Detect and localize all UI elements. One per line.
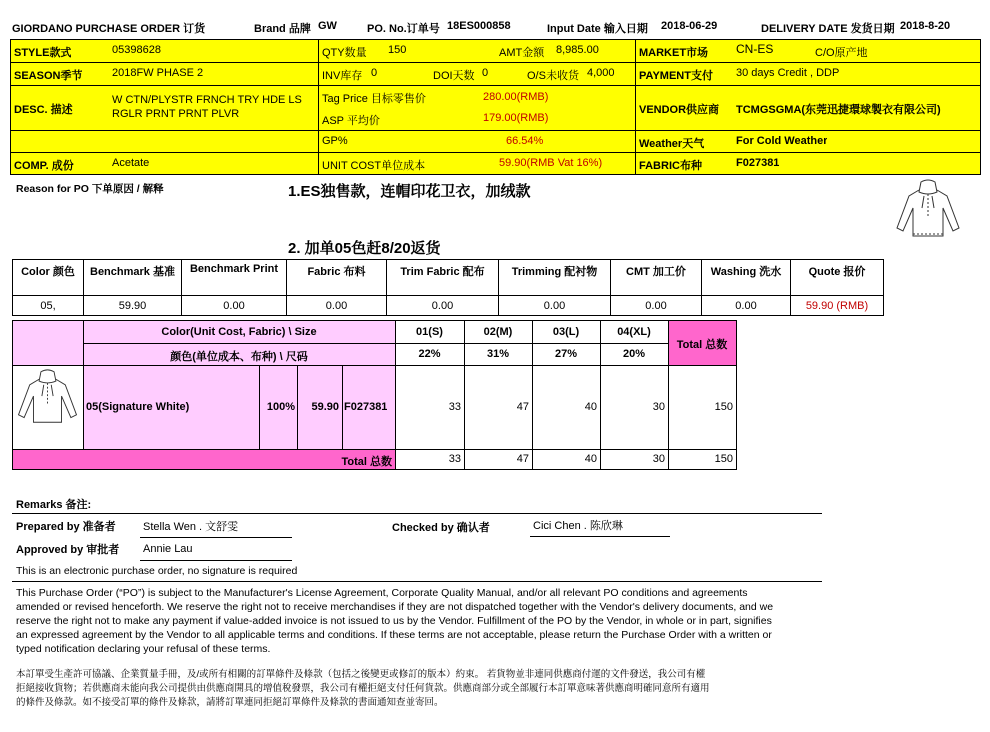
size-label: 02(M) (483, 326, 513, 338)
tag-price-value: 280.00(RMB) (483, 91, 549, 103)
electronic-note: This is an electronic purchase order, no signature is required (16, 565, 298, 577)
col-cmt: CMT 加工价 (611, 260, 702, 296)
comp-label: COMP. 成份 (14, 160, 74, 172)
po-title: GIORDANO PURCHASE ORDER 订货 (12, 23, 206, 35)
cost-cell: 0.00 (387, 296, 499, 316)
vendor-value: TCMGSGMA(东莞迅捷環球製衣有限公司) (736, 104, 941, 116)
col-benchmark-print: Benchmark Print (182, 260, 287, 296)
desc-label: DESC. 描述 (14, 104, 73, 116)
weather-label: Weather天气 (639, 138, 705, 150)
size-ratio: 27% (554, 348, 578, 360)
comp-value: Acetate (112, 157, 150, 169)
sum-total-cell: 150 (714, 453, 733, 465)
size-title-cn: 颜色(单位成本、布种) \ 尺码 (170, 351, 308, 363)
brand-value: GW (318, 20, 337, 32)
po-number-label: PO. No.订单号 (367, 23, 440, 35)
sum-label: Total 总数 (341, 456, 392, 468)
cost-cell: 0.00 (182, 296, 287, 316)
amt-label: AMT金额 (499, 47, 545, 59)
desc-line-2: RGLR PRNT PRNT PLVR (112, 108, 240, 120)
hoodie-sketch-icon (893, 178, 963, 240)
terms-line: 的條件及條款。如不接受訂單的條件及條款，請將訂單連同拒絕訂單條件及條款的書面通知查並寄回。 (16, 697, 444, 708)
checked-label: Checked by 确认者 (392, 522, 490, 534)
cost-cell: 0.00 (287, 296, 387, 316)
amt-value: 8,985.00 (556, 44, 599, 56)
gp-value: 66.54% (506, 135, 544, 147)
po-number-value: 18ES000858 (447, 20, 511, 32)
qty-total-cell: 150 (714, 401, 733, 413)
qty-cell: 30 (652, 401, 665, 413)
cost-cell: 59.90 (84, 296, 182, 316)
input-date-label: Input Date 输入日期 (547, 23, 648, 35)
color-cost: 59.90 (311, 401, 339, 413)
cost-cell: 0.00 (499, 296, 611, 316)
approved-value: Annie Lau (143, 543, 193, 555)
size-ratio: 22% (418, 348, 441, 360)
size-ratio: 20% (622, 348, 646, 360)
sum-cell: 40 (584, 453, 597, 465)
vendor-label: VENDOR供应商 (639, 104, 720, 116)
inv-value: 0 (371, 67, 378, 79)
prepared-label: Prepared by 准备者 (16, 521, 116, 533)
doi-value: 0 (482, 67, 489, 79)
inv-label: INV库存 (322, 70, 363, 82)
season-label: SEASON季节 (14, 70, 83, 82)
col-quote: Quote 报价 (791, 260, 884, 296)
qty-label: QTY数量 (322, 47, 367, 59)
unit-cost-label: UNIT COST单位成本 (322, 160, 426, 172)
market-label: MARKET市场 (639, 47, 709, 59)
color-pct: 100% (266, 401, 295, 413)
market-value: CN-ES (736, 42, 774, 56)
payment-label: PAYMENT支付 (639, 70, 713, 82)
color-name: 05(Signature White) (86, 401, 190, 413)
doi-label: DOI天数 (433, 70, 475, 82)
desc-line-1: W CTN/PLYSTR FRNCH TRY HDE LS (112, 94, 302, 106)
size-total-header: Total 总数 (676, 339, 728, 351)
hoodie-sketch-icon (13, 368, 82, 426)
col-trimming: Trimming 配衬物 (499, 260, 611, 296)
terms-line: This Purchase Order (“PO”) is subject to the Manufacturer's License Agreement, Corporate Quality Manual, and/or all relevant PO conditions and agreements (16, 587, 748, 599)
qty-cell: 47 (516, 401, 529, 413)
approved-label: Approved by 审批者 (16, 544, 120, 556)
qty-cell: 40 (584, 401, 597, 413)
terms-line: typed notification declaring your refusal of these terms. (16, 643, 271, 655)
sum-cell: 30 (652, 453, 665, 465)
input-date-value: 2018-06-29 (661, 20, 718, 32)
cost-cell: 0.00 (611, 296, 702, 316)
fabric-label: FABRIC布种 (639, 160, 702, 172)
size-label: 01(S) (416, 326, 443, 338)
os-label: O/S未收货 (527, 70, 579, 82)
brand-label: Brand 品牌 (254, 23, 311, 35)
size-title-en: Color(Unit Cost, Fabric) \ Size (161, 326, 317, 338)
quote-cell: 59.90 (RMB) (791, 296, 884, 316)
col-color: Color 颜色 (13, 260, 84, 296)
col-benchmark: Benchmark 基准 (84, 260, 182, 296)
col-washing: Washing 洗水 (702, 260, 791, 296)
terms-line: an expressed agreement by the Vendor to all applicable terms and conditions. If these terms are not acceptable, please return the Purchase Order with a written or (16, 629, 772, 641)
tag-price-label: Tag Price 目标零售价 (322, 93, 426, 105)
size-ratio: 31% (486, 348, 510, 360)
sum-cell: 47 (516, 453, 529, 465)
payment-value: 30 days Credit , DDP (736, 67, 840, 79)
cost-cell: 05, (13, 296, 84, 316)
weather-value: For Cold Weather (736, 135, 828, 147)
terms-line: reserve the right not to make any payment if value-added invoice is not issued to us by the Vendor. Fulfillment of the PO by the Vendor, in whole or in part, signifies (16, 615, 772, 627)
reason-line-1: 1.ES独售款，连帽印花卫衣，加绒款 (288, 183, 531, 200)
checked-value: Cici Chen . 陈欣琳 (533, 520, 623, 532)
reason-line-2: 2. 加单05色赶8/20返货 (288, 240, 441, 257)
terms-line: 本訂單受生產許可協議、企業質量手冊，及/或所有相關的訂單條件及條款（包括之後變更或修訂的版本）約束。 若貨物並非連同供應商付運的文件發送，我公司有權 (16, 669, 706, 680)
co-label: C/O原产地 (815, 47, 868, 59)
prepared-value: Stella Wen . 文舒雯 (143, 521, 239, 533)
delivery-date-value: 2018-8-20 (900, 20, 951, 32)
terms-line: 拒絕接收貨物；若供應商未能向我公司提供由供應商開具的增值稅發票，我公司有權拒絕支付任何貨款。供應商部分或全部履行本訂單意味著供應商明確同意所有適用 (16, 683, 710, 694)
col-trim-fabric: Trim Fabric 配布 (387, 260, 499, 296)
asp-label: ASP 平均价 (322, 115, 380, 127)
remarks-label: Remarks 备注: (16, 499, 92, 511)
style-label: STYLE款式 (14, 47, 72, 59)
qty-cell: 33 (448, 401, 461, 413)
terms-line: amended or revised henceforth. We reserve the right not to receive merchandises if they are not dispatched together with the Vendor's delivery documents, and we (16, 601, 774, 613)
fabric-value: F027381 (736, 157, 780, 169)
size-label: 04(XL) (617, 326, 651, 338)
cost-cell: 0.00 (702, 296, 791, 316)
cost-breakdown-table (12, 259, 884, 316)
gp-label: GP% (322, 135, 348, 147)
color-fabric: F027381 (344, 401, 388, 413)
sum-cell: 33 (448, 453, 461, 465)
delivery-date-label: DELIVERY DATE 发货日期 (761, 23, 895, 35)
style-value: 05398628 (112, 44, 161, 56)
os-value: 4,000 (587, 67, 615, 79)
asp-value: 179.00(RMB) (483, 112, 549, 124)
qty-value: 150 (388, 44, 407, 56)
col-fabric: Fabric 布料 (287, 260, 387, 296)
unit-cost-value: 59.90(RMB Vat 16%) (499, 157, 603, 169)
size-label: 03(L) (552, 326, 580, 338)
season-value: 2018FW PHASE 2 (112, 67, 204, 79)
reason-label: Reason for PO 下单原因 / 解释 (16, 183, 164, 195)
